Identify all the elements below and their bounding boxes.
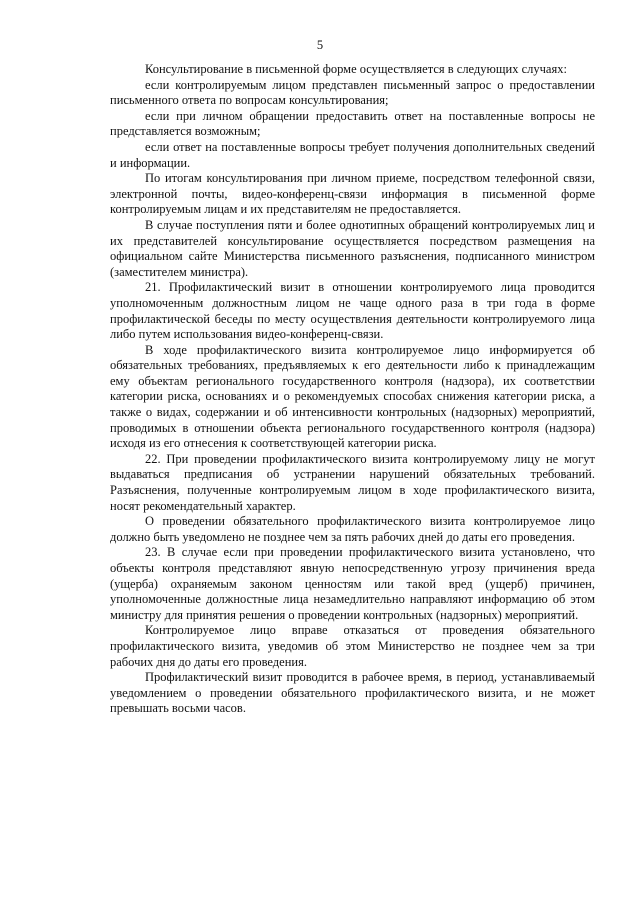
paragraph: 21. Профилактический визит в отношении контролируемого лица проводится уполномоченным должностным лицом не чаще одного раза в три года в форме профилактической беседы по месту осуществления деятельности контролируемого лица либо путем использования видео-конференц-связи. <box>110 280 595 342</box>
paragraph: О проведении обязательного профилактического визита контролируемое лицо должно быть уведомлено не позднее чем за пять рабочих дней до даты его проведения. <box>110 514 595 544</box>
paragraph: Профилактический визит проводится в рабочее время, в период, устанавливаемый уведомлением о проведении обязательного профилактического визита, и не может превышать восьми часов. <box>110 670 595 716</box>
paragraph: В ходе профилактического визита контролируемое лицо информируется об обязательных требованиях, предъявляемых к его деятельности либо к принадлежащим ему объектам регионального государственного контроля (надзора), их соответствии категории риска, основаниях и о рекомендуемых способах снижения категории риска, а также о видах, содержании и об интенсивности контрольных (надзорных) мероприятий, проводимых в отношении объекта регионального государственного контроля (надзора) исходя из его отнесения к соответствующей категории риска. <box>110 342 595 451</box>
paragraph: 22. При проведении профилактического визита контролируемому лицу не могут выдаваться предписания об устранении нарушений обязательных требований. Разъяснения, полученные контролируемым лицом в ходе профилактического визита, носят рекомендательный характер. <box>110 451 595 513</box>
page-number: 5 <box>316 38 324 52</box>
paragraph: Контролируемое лицо вправе отказаться от проведения обязательного профилактического визита, уведомив об этом Министерство не позднее чем за три рабочих дня до даты его проведения. <box>110 623 595 669</box>
paragraph: Консультирование в письменной форме осуществляется в следующих случаях: <box>145 62 567 76</box>
body-text <box>110 62 595 717</box>
paragraph: По итогам консультирования при личном приеме, посредством телефонной связи, электронной почты, видео-конференц-связи информация в письменной форме контролируемым лицам и их представителям не предоставляется. <box>110 171 595 217</box>
paragraph: если при личном обращении предоставить ответ на поставленные вопросы не представляется возможным; <box>110 108 595 139</box>
paragraph: 23. В случае если при проведении профилактического визита установлено, что объекты контроля представляют явную непосредственную угрозу причинения вреда (ущерба) охраняемым законом ценностям или такой вред (ущерб) причинен, уполномоченные должностные лица незамедлительно направляют информацию об этом министру для принятия решения о проведении контрольных (надзорных) мероприятий. <box>110 545 595 622</box>
paragraph: В случае поступления пяти и более однотипных обращений контролируемых лиц и их представителей консультирование осуществляется посредством размещения на официальном сайте Министерства письменного разъяснения, подписанного министром (заместителем министра). <box>110 217 595 279</box>
paragraph: если ответ на поставленные вопросы требует получения дополнительных сведений и информации. <box>110 139 595 170</box>
paragraph: если контролируемым лицом представлен письменный запрос о предоставлении письменного ответа по вопросам консультирования; <box>110 77 595 108</box>
